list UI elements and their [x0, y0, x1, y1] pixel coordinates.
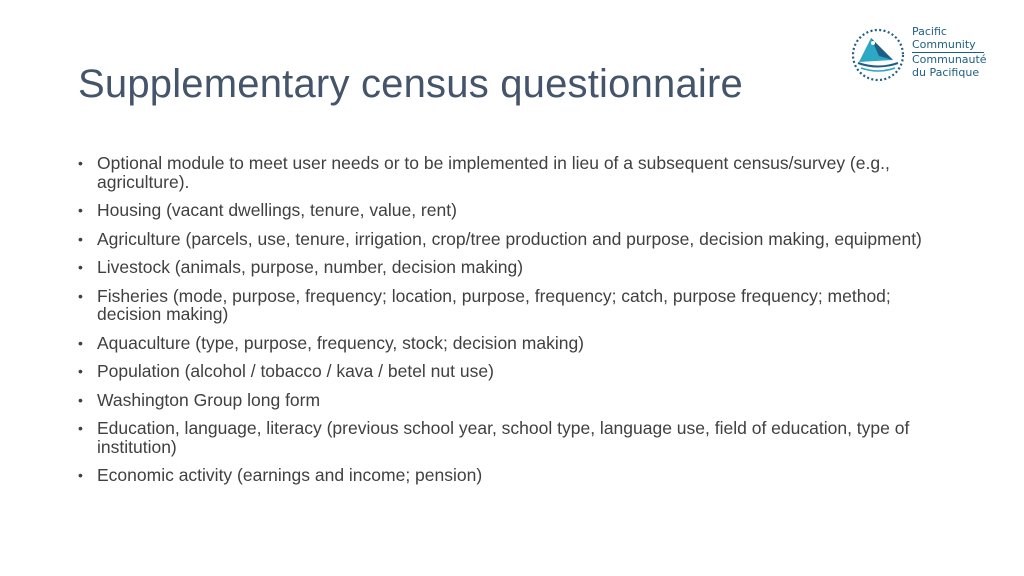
list-item-text: Aquaculture (type, purpose, frequency, stock; decision making): [97, 332, 585, 353]
list-item: [78, 154, 958, 191]
list-item-text: Population (alcohol / tobacco / kava / betel nut use): [97, 361, 494, 381]
bullet-icon: •: [78, 287, 83, 304]
bullet-icon: •: [78, 420, 83, 436]
list-item-text: Education, language, literacy (previous school year, school type, language use, field of education, type of institution): [97, 418, 910, 457]
logo-line-2: Community: [912, 37, 976, 51]
bullet-icon: •: [78, 202, 83, 218]
list-item-text: Washington Group long form: [97, 389, 321, 410]
bullet-list: [78, 154, 958, 495]
list-item: [78, 334, 958, 353]
list-item-text: Fisheries (mode, purpose, frequency; location, purpose, frequency; catch, purpose frequency; method; decision making): [97, 285, 891, 324]
list-item: [78, 201, 958, 220]
bullet-icon: •: [78, 391, 83, 408]
bullet-icon: •: [78, 334, 83, 351]
list-item-text: Livestock (animals, purpose, number, decision making): [97, 257, 524, 277]
pacific-community-emblem-icon: [849, 26, 907, 84]
list-item: [78, 466, 958, 485]
bullet-icon: •: [78, 363, 83, 379]
list-item: [78, 287, 958, 324]
list-item: [78, 230, 958, 249]
list-item-text: Housing (vacant dwellings, tenure, value, rent): [97, 200, 457, 220]
logo-line-3: Communauté: [912, 53, 987, 66]
bullet-icon: •: [78, 155, 83, 171]
page-title: Supplementary census questionnaire: [78, 62, 743, 106]
logo-wordmark: [912, 26, 987, 79]
list-item: [78, 391, 958, 410]
list-item-text: Agriculture (parcels, use, tenure, irrigation, crop/tree production and purpose, decision making, equipment): [97, 228, 922, 249]
logo-line-4: du Pacifique: [912, 65, 980, 79]
list-item-text: Economic activity (earnings and income; pension): [97, 465, 483, 485]
bullet-icon: •: [78, 230, 83, 247]
bullet-icon: •: [78, 259, 83, 275]
logo-line-1: Pacific: [912, 25, 947, 38]
pacific-community-logo: [849, 26, 989, 86]
list-item-text: Optional module to meet user needs or to be implemented in lieu of a subsequent census/survey (e.g., agriculture).: [97, 153, 890, 192]
bullet-icon: •: [78, 467, 83, 483]
list-item: [78, 258, 958, 277]
list-item: [78, 362, 958, 381]
list-item: [78, 419, 958, 456]
